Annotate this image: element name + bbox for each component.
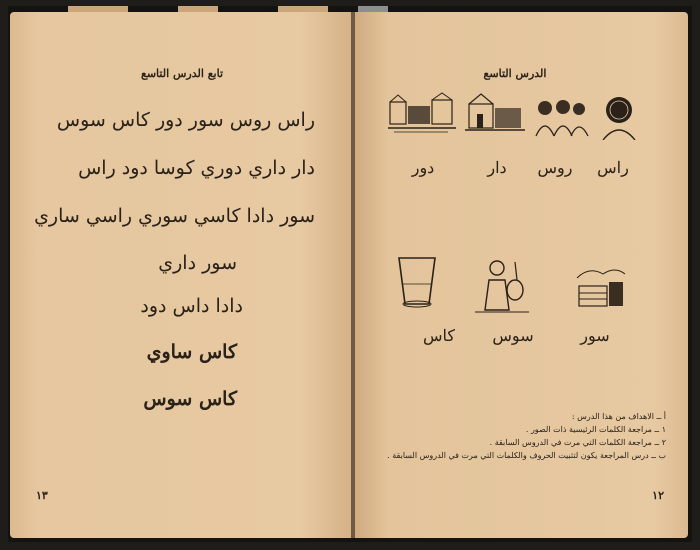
vocab-word: روس [537,158,573,177]
houses-illustration [465,92,525,138]
vocab-word: دور [411,158,435,177]
open-book [8,6,692,542]
text-line: كاس ساوي [146,341,237,363]
head-illustration [599,94,639,140]
vocab-word: راس [597,158,629,177]
text-line: كاس سوس [143,388,237,410]
three-heads-illustration [533,98,591,138]
man-with-basket-illustration [475,256,531,314]
right-page [355,12,688,538]
text-line: دادا داس دود [140,295,243,317]
vocab-word: كاس [422,326,456,345]
vocab-word: سور [580,326,610,345]
teacher-notes [366,410,666,462]
text-line: سور دادا كاسي سوري راسي ساري [34,205,315,227]
text-line: دار داري دوري كوسا دود راس [78,157,315,179]
note-line: ب ــ درس المراجعة يكون لتثبيت الحروف والكلمات التي مرت في الدروس السابقة . [387,451,666,460]
page-number: ١٣ [36,489,48,502]
left-page [10,12,353,538]
vocab-word: سوس [492,326,534,345]
landscape-houses-illustration [388,92,456,136]
page-heading: تابع الدرس التاسع [140,67,224,80]
wall-fence-illustration [575,264,627,310]
page-number: ١٢ [652,489,664,502]
note-line: أ ــ الاهداف من هذا الدرس : [571,412,666,421]
text-line: سور داري [158,252,237,274]
page-heading: الدرس التاسع [483,67,547,80]
vocab-word: دار [487,158,507,177]
glass-cup-illustration [395,254,439,310]
text-line: راس روس سور دور كاس سوس [56,109,315,131]
note-line: ٢ ــ مراجعة الكلمات التي مرت في الدروس السابقة . [489,438,666,447]
note-line: ١ ــ مراجعة الكلمات الرئيسية ذات الصور . [525,425,666,434]
